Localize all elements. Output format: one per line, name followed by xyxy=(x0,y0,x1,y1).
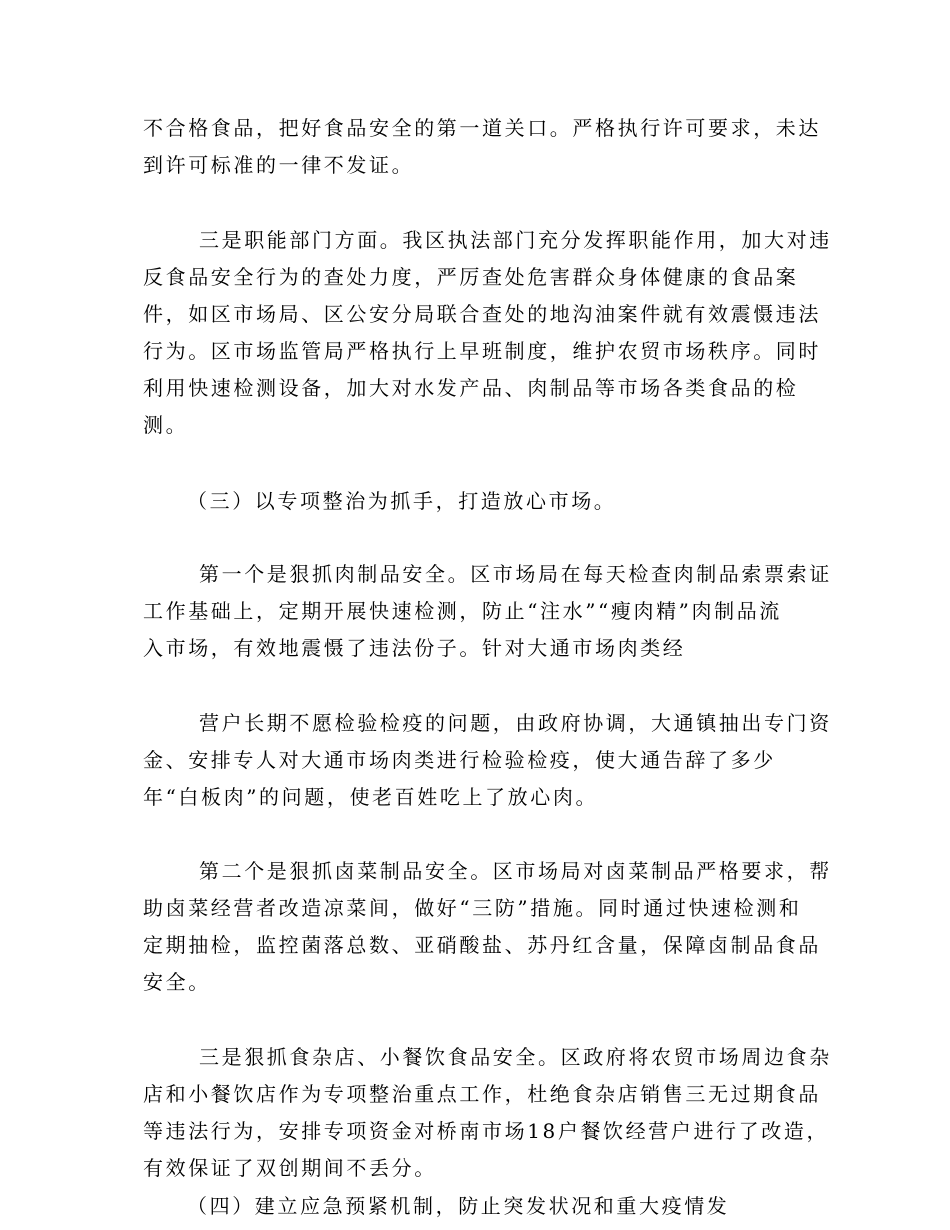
text-line: 三是狠抓食杂店、小餐饮食品安全。区政府将农贸市场周边食杂 xyxy=(199,1045,832,1069)
text-line: 工作基础上，定期开展快速检测，防止“注水”“瘦肉精”肉制品流 xyxy=(143,599,782,623)
text-line: 件，如区市场局、区公安分局联合查处的地沟油案件就有效震慑违法 xyxy=(143,302,821,326)
text-line: 助卤菜经营者改造凉菜间，做好“三防”措施。同时通过快速检测和 xyxy=(143,896,802,920)
text-line: 金、安排专人对大通市场肉类进行检验检疫，使大通告辞了多少 xyxy=(143,748,776,772)
text-line: 第一个是狠抓肉制品安全。区市场局在每天检查肉制品索票索证 xyxy=(199,562,832,586)
text-line: 营户长期不愿检验检疫的问题，由政府协调，大通镇抽出专门资 xyxy=(199,711,832,735)
text-line: 有效保证了双创期间不丢分。 xyxy=(143,1156,437,1180)
text-line: 入市场，有效地震慑了违法份子。针对大通市场肉类经 xyxy=(143,636,686,660)
text-line: 行为。区市场监管局严格执行上早班制度，维护农贸市场秩序。同时 xyxy=(143,339,821,363)
text-line: 年“白板肉”的问题，使老百姓吃上了放心肉。 xyxy=(143,785,599,809)
text-line: 到许可标准的一律不发证。 xyxy=(143,153,415,177)
text-line: 反食品安全行为的查处力度，严厉查处危害群众身体健康的食品案 xyxy=(143,265,799,289)
text-line: 第二个是狠抓卤菜制品安全。区市场局对卤菜制品严格要求，帮 xyxy=(199,859,832,883)
text-line: 安全。 xyxy=(143,970,211,994)
text-line: 利用快速检测设备，加大对水发产品、肉制品等市场各类食品的检 xyxy=(143,376,799,400)
text-line: 三是职能部门方面。我区执法部门充分发挥职能作用，加大对违 xyxy=(199,228,832,252)
section-heading: （三）以专项整治为抓手，打造放心市场。 xyxy=(187,489,617,513)
text-line: 店和小餐饮店作为专项整治重点工作，杜绝食杂店销售三无过期食品 xyxy=(143,1082,821,1106)
text-line: 不合格食品，把好食品安全的第一道关口。严格执行许可要求，未达 xyxy=(143,116,821,140)
section-heading: （四）建立应急预紧机制，防止突发状况和重大疫情发 xyxy=(187,1194,730,1218)
text-line: 等违法行为，安排专项资金对桥南市场18户餐饮经营户进行了改造， xyxy=(143,1119,830,1143)
text-line: 定期抽检，监控菌落总数、亚硝酸盐、苏丹红含量，保障卤制品食品 xyxy=(143,933,821,957)
text-line: 测。 xyxy=(143,413,189,437)
